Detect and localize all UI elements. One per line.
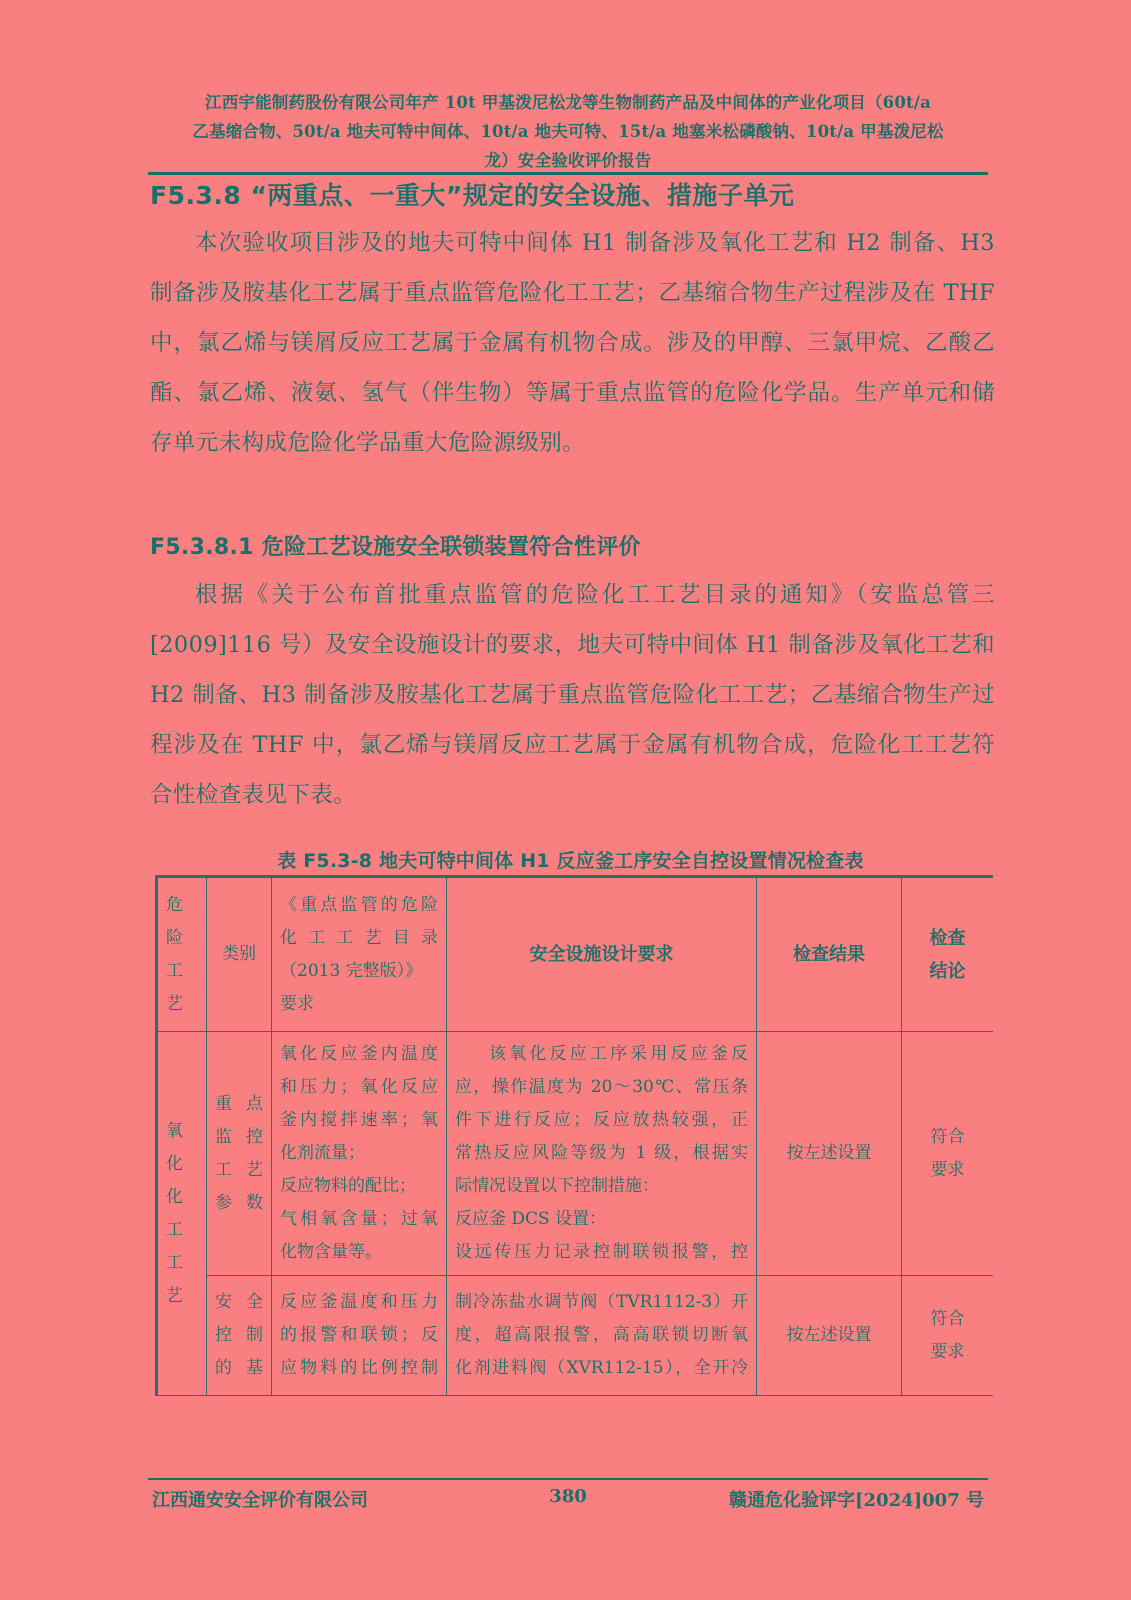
- design-line: 设远传压力记录控制联锁报警，控: [455, 1242, 748, 1262]
- cell-design-requirement-row1: [447, 1032, 757, 1276]
- check-conclusion-line-2: 结论: [929, 960, 966, 982]
- header-cell-check-result: 检查结果: [757, 877, 902, 1032]
- design-line: 化剂进料阀（XVR112-15），全开冷: [455, 1358, 748, 1378]
- cell-check-result-row2: 按左述设置: [757, 1276, 902, 1396]
- catalog-line: 的报警和联锁；反: [280, 1325, 438, 1345]
- footer-company: 江西通安安全评价有限公司: [152, 1490, 368, 1511]
- section-heading-f5381: F5.3.8.1 危险工艺设施安全联锁装置符合性评价: [150, 535, 641, 560]
- cell-category-key-parameters: 重点监控工艺参数: [207, 1032, 272, 1276]
- cell-check-conclusion-row1: [902, 1032, 994, 1276]
- catalog-req-line-1: 《重点监管的危险: [280, 894, 438, 915]
- catalog-line: 应物料的比例控制: [280, 1358, 438, 1378]
- cell-hazard-process-oxidation: 氧化化工工艺: [157, 1032, 207, 1396]
- catalog-line: 气相氧含量；过氧: [280, 1209, 438, 1229]
- header-cell-design-requirement: 安全设施设计要求: [447, 877, 757, 1032]
- conclusion-line: 符合: [930, 1308, 965, 1329]
- conclusion-line: 要求: [930, 1341, 965, 1362]
- running-header: [148, 88, 988, 175]
- header-cell-check-conclusion: [902, 877, 994, 1032]
- footer-divider-rule: [148, 1478, 988, 1480]
- footer-doc-number: 赣通危化验评字[2024]007 号: [729, 1490, 984, 1511]
- design-line: 制冷冻盐水调节阀（TVR1112-3）开: [455, 1292, 748, 1312]
- catalog-line: 反应物料的配比；: [280, 1176, 416, 1196]
- catalog-line: 反应釜温度和压力: [280, 1292, 438, 1312]
- design-line: 该氧化反应工序采用反应釜反: [489, 1044, 748, 1064]
- cell-check-result-row1: 按左述设置: [757, 1032, 902, 1276]
- conclusion-line: 要求: [930, 1159, 965, 1180]
- catalog-req-line-3: （2013 完整版）》: [280, 960, 423, 981]
- table-header-row: [157, 877, 994, 1032]
- design-line: 际情况设置以下控制措施：: [455, 1176, 659, 1196]
- section-heading-f538: F5.3.8 “两重点、一重大”规定的安全设施、措施子单元: [150, 181, 795, 210]
- catalog-line: 和压力；氧化反应: [280, 1077, 438, 1097]
- table-row: [157, 1032, 994, 1276]
- design-line: 常热反应风险等级为 1 级，根据实: [455, 1143, 748, 1163]
- cell-category-safety-control: 安全控制的基: [207, 1276, 272, 1396]
- header-cell-category: 类别: [207, 877, 272, 1032]
- table-caption: 表 F5.3-8 地夫可特中间体 H1 反应釜工序安全自控设置情况检查表: [277, 850, 864, 872]
- conclusion-line: 符合: [930, 1126, 965, 1147]
- catalog-line: 氧化反应釜内温度: [280, 1044, 438, 1064]
- header-cell-catalog-requirement: [272, 877, 447, 1032]
- design-line: 度，超高限报警，高高联锁切断氧: [455, 1325, 748, 1345]
- footer-page-number: 380: [549, 1486, 587, 1507]
- catalog-line: 化剂流量；: [280, 1143, 365, 1163]
- cell-check-conclusion-row2: [902, 1276, 994, 1396]
- paragraph-basis: 根据《关于公布首批重点监管的危险化工工艺目录的通知》（安监总管三[2009]116 号）及安全设施设计的要求，地夫可特中间体 H1 制备涉及氧化工艺和 H2 制备、H3 制备涉及胺基化工艺属于重点监管危险化工工艺；乙基缩合物生产过程涉及在 THF 中，氯乙烯与镁屑反应工艺属于金属有机物合成，危险化工工艺符合性检查表见下表。: [150, 582, 995, 808]
- design-line: 反应釜 DCS 设置：: [455, 1209, 607, 1229]
- running-header-line-3: 龙）安全验收评价报告: [484, 151, 652, 170]
- check-table-wrapper: [155, 875, 993, 1415]
- catalog-line: 化物含量等。: [280, 1242, 382, 1262]
- running-header-line-1: 江西宇能制药股份有限公司年产 10t 甲基泼尼松龙等生物制药产品及中间体的产业化项目（60t/a: [205, 93, 931, 112]
- safety-control-check-table: [155, 875, 993, 1396]
- cell-catalog-requirement-row2: [272, 1276, 447, 1396]
- catalog-req-line-4: 要求: [280, 993, 314, 1014]
- design-line: 件下进行反应；反应放热较强，正: [455, 1110, 748, 1130]
- catalog-line: 釜内搅拌速率；氧: [280, 1110, 438, 1130]
- cell-catalog-requirement-row1: [272, 1032, 447, 1276]
- page-footer: [148, 1486, 988, 1516]
- running-header-line-2: 乙基缩合物、50t/a 地夫可特中间体、10t/a 地夫可特、15t/a 地塞米松磷酸钠、10t/a 甲基泼尼松: [192, 122, 944, 141]
- header-divider-rule: [148, 172, 988, 175]
- check-conclusion-line-1: 检查: [929, 927, 966, 949]
- cell-design-requirement-row2: [447, 1276, 757, 1396]
- design-line: 应，操作温度为 20～30℃、常压条: [455, 1077, 748, 1097]
- catalog-req-line-2: 化工工艺目录: [280, 927, 438, 948]
- paragraph-intro: 本次验收项目涉及的地夫可特中间体 H1 制备涉及氧化工艺和 H2 制备、H3 制备涉及胺基化工艺属于重点监管危险化工工艺；乙基缩合物生产过程涉及在 THF 中，氯乙烯与镁屑反应工艺属于金属有机物合成。涉及的甲醇、三氯甲烷、乙酸乙酯、氯乙烯、液氨、氢气（伴生物）等属于重点监管的危险化学品。生产单元和储存单元未构成危险化学品重大危险源级别。: [150, 230, 995, 456]
- header-cell-hazard-process: 危险工艺: [157, 877, 207, 1032]
- table-row: [157, 1276, 994, 1396]
